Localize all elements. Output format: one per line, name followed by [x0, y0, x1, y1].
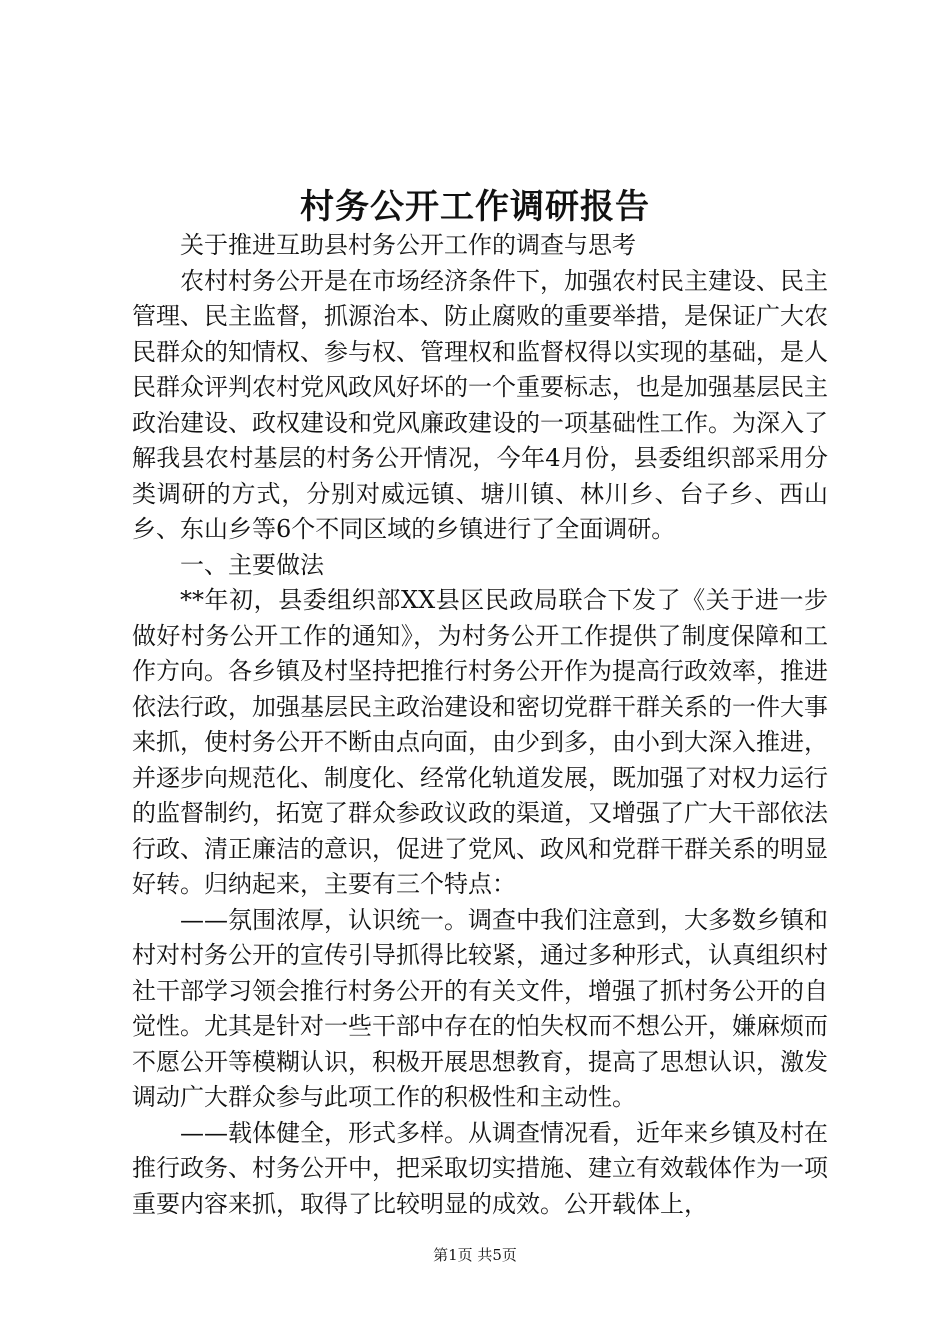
body-paragraph: ——氛围浓厚，认识统一。调查中我们注意到，大多数乡镇和村对村务公开的宣传引导抓得比较紧，通过多种形式，认真组织村社干部学习领会推行村务公开的有关文件，增强了抓村务公开的自觉性。尤其是针对一些干部中存在的怕失权而不想公开，嫌麻烦而不愿公开等模糊认识，积极开展思想教育，提高了思想认识，激发调动广大群众参与此项工作的积极性和主动性。 — [132, 905, 828, 1111]
document-body — [132, 228, 828, 1222]
page-footer: 第1页 共5页 — [433, 1246, 517, 1264]
subtitle-paragraph: 关于推进互助县村务公开工作的调查与思考 — [180, 231, 636, 259]
document-title: 村务公开工作调研报告 — [300, 187, 650, 227]
section-heading: 一、主要做法 — [180, 550, 324, 579]
intro-paragraph: 农村村务公开是在市场经济条件下，加强农村民主建设、民主管理、民主监督，抓源治本、防止腐败的重要举措，是保证广大农民群众的知情权、参与权、管理权和监督权得以实现的基础，是人民群众评判农村党风政风好坏的一个重要标志，也是加强基层民主政治建设、政权建设和党风廉政建设的一项基础性工作。为深入了解我县农村基层的村务公开情况，今年4月份，县委组织部采用分类调研的方式，分别对威远镇、塘川镇、林川乡、台子乡、西山乡、东山乡等6个不同区域的乡镇进行了全面调研。 — [132, 266, 828, 543]
body-paragraph: **年初，县委组织部XX县区民政局联合下发了《关于进一步做好村务公开工作的通知》，为村务公开工作提供了制度保障和工作方向。各乡镇及村坚持把推行村务公开作为提高行政效率，推进依法行政，加强基层民主政治建设和密切党群干群关系的一件大事来抓，使村务公开不断由点向面，由少到多，由小到大深入推进，并逐步向规范化、制度化、经常化轨道发展，既加强了对权力运行的监督制约，拓宽了群众参政议政的渠道，又增强了广大干部依法行政、清正廉洁的意识，促进了党风、政风和党群干群关系的明显好转。归纳起来，主要有三个特点： — [132, 586, 828, 898]
body-paragraph: ——载体健全，形式多样。从调查情况看，近年来乡镇及村在推行政务、村务公开中，把采取切实措施、建立有效载体作为一项重要内容来抓，取得了比较明显的成效。公开载体上， — [132, 1118, 828, 1218]
